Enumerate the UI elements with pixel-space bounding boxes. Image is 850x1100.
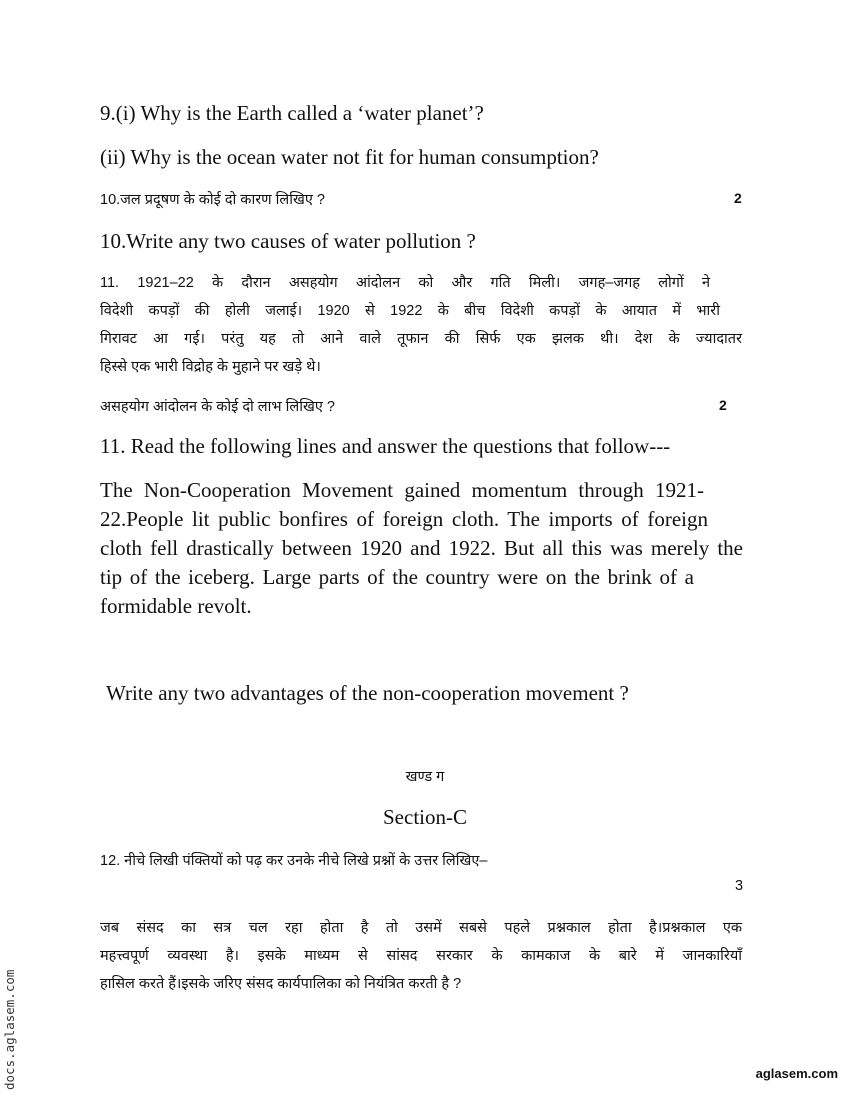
q11-english-question: Write any two advantages of the non-cooperation movement ? [106, 681, 629, 705]
side-watermark: docs.aglasem.com [2, 969, 17, 1090]
section-heading-english: Section-C [383, 805, 467, 829]
q11-hindi-line: हिस्से एक भारी विद्रोह के मुहाने पर खड़े थे। [100, 359, 321, 375]
q11-hindi-question: असहयोग आंदोलन के कोई दो लाभ लिखिए ? [100, 399, 335, 415]
q11-marks: 2 [719, 397, 727, 413]
q11-english-line: tip of the iceberg. Large parts of the country were on the brink of a [100, 565, 694, 589]
q9-part-i: 9.(i) Why is the Earth called a ‘water planet’? [100, 101, 484, 125]
q10-hindi: 10.जल प्रदूषण के कोई दो कारण लिखिए ? [100, 192, 325, 208]
q11-hindi-line: 11. 1921–22 के दौरान असहयोग आंदोलन को और गति मिली। जगह–जगह लोगों ने [100, 275, 710, 291]
q9-part-ii: (ii) Why is the ocean water not fit for human consumption? [100, 145, 599, 169]
q12-passage-line: महत्त्वपूर्ण व्यवस्था है। इसके माध्यम से सांसद सरकार के कामकाज के बारे में जानकारियाँ [100, 948, 742, 964]
q12-passage-line: हासिल करते हैं।इसके जरिए संसद कार्यपालिका को नियंत्रित करती है ? [100, 976, 462, 992]
q11-english-line: formidable revolt. [100, 594, 252, 618]
q11-english-line: The Non-Cooperation Movement gained momentum through 1921- [100, 478, 704, 502]
brand-footer: aglasem.com [755, 1066, 838, 1081]
q11-hindi-line: गिरावट आ गई। परंतु यह तो आने वाले तूफान की सिर्फ एक झलक थी। देश के ज्यादातर [100, 331, 742, 347]
q11-hindi-line: विदेशी कपड़ों की होली जलाई। 1920 से 1922 के बीच विदेशी कपड़ों के आयात में भारी [100, 303, 720, 319]
q11-english-intro: 11. Read the following lines and answer the questions that follow--- [100, 434, 671, 458]
q12-marks: 3 [735, 878, 744, 894]
section-heading-hindi: खण्ड ग [405, 769, 445, 785]
q11-english-line: 22.People lit public bonfires of foreign cloth. The imports of foreign [100, 507, 708, 531]
q10-english: 10.Write any two causes of water pollution ? [100, 229, 476, 253]
q11-english-line: cloth fell drastically between 1920 and 1922. But all this was merely the [100, 536, 743, 560]
q12-passage-line: जब संसद का सत्र चल रहा होता है तो उसमें सबसे पहले प्रश्नकाल होता है।प्रश्नकाल एक [100, 920, 742, 936]
q10-marks: 2 [734, 190, 742, 206]
q12-intro: 12. नीचे लिखी पंक्तियों को पढ़ कर उनके नीचे लिखे प्रश्नों के उत्तर लिखिए– [100, 853, 488, 869]
